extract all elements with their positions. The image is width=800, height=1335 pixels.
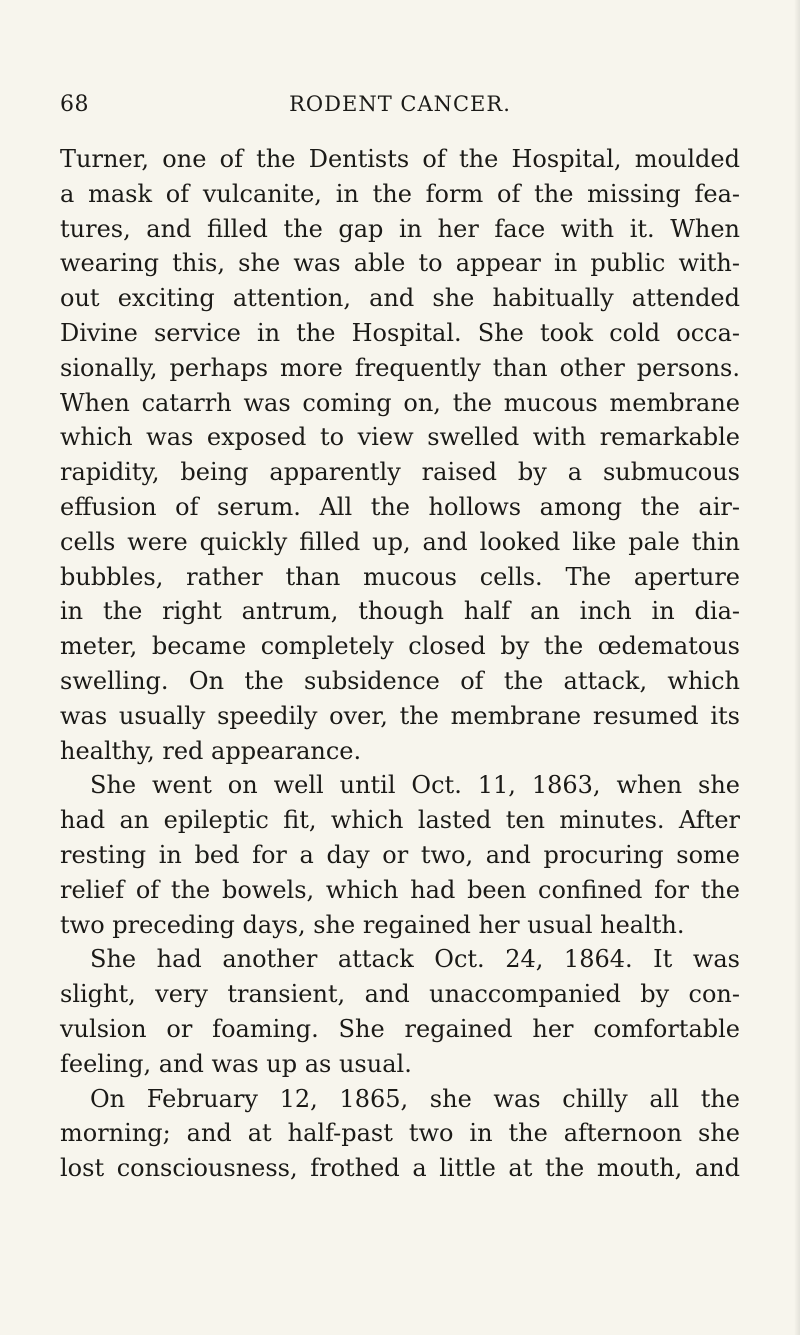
text-line: resting in bed for a day or two, and procuring some xyxy=(60,840,740,869)
text-line: Turner, one of the Dentists of the Hospital, moulded xyxy=(60,145,740,173)
text-line: two preceding days, she regained her usual health. xyxy=(60,910,685,939)
page-edge-shadow xyxy=(794,0,800,1335)
text-line: meter, became completely closed by the œdematous xyxy=(60,632,740,661)
text-line: morning; and at half-past two in the afternoon she xyxy=(60,1119,740,1148)
paragraph-first-line: On February 12, 1865, she was chilly all the xyxy=(90,1084,740,1113)
text-line: relief of the bowels, which had been confined for the xyxy=(60,875,740,904)
text-line: healthy, red appearance. xyxy=(60,736,362,765)
page-number: 68 xyxy=(60,92,89,117)
paragraph-first-line: She had another attack Oct. 24, 1864. It was xyxy=(90,945,740,974)
paragraph-first-line: She went on well until Oct. 11, 1863, when she xyxy=(90,771,740,800)
text-line: out exciting attention, and she habitually attended xyxy=(60,284,740,313)
text-line: slight, very transient, and unaccompanied by con- xyxy=(60,980,740,1009)
text-line: effusion of serum. All the hollows among the air- xyxy=(60,492,740,521)
text-line: tures, and filled the gap in her face with it. When xyxy=(60,214,740,243)
page-header xyxy=(60,92,740,122)
text-line: bubbles, rather than mucous cells. The aperture xyxy=(60,562,740,591)
text-line: Divine service in the Hospital. She took cold occa- xyxy=(60,318,740,347)
running-head: RODENT CANCER. xyxy=(289,92,511,116)
text-line: a mask of vulcanite, in the form of the missing fea- xyxy=(60,179,740,208)
text-line: wearing this, she was able to appear in public with- xyxy=(60,249,740,278)
text-line: When catarrh was coming on, the mucous membrane xyxy=(60,388,740,417)
text-line: feeling, and was up as usual. xyxy=(60,1049,412,1078)
text-line: vulsion or foaming. She regained her comfortable xyxy=(60,1014,740,1043)
body-text xyxy=(60,142,740,1186)
text-line: swelling. On the subsidence of the attack, which xyxy=(60,666,740,695)
text-line: rapidity, being apparently raised by a submucous xyxy=(60,458,740,487)
text-line: sionally, perhaps more frequently than other persons. xyxy=(60,353,740,382)
text-line: which was exposed to view swelled with remarkable xyxy=(60,423,740,452)
text-line: in the right antrum, though half an inch in dia- xyxy=(60,597,740,626)
text-line: was usually speedily over, the membrane resumed its xyxy=(60,701,740,730)
text-line: lost consciousness, frothed a little at the mouth, and xyxy=(60,1154,740,1183)
text-line: cells were quickly filled up, and looked like pale thin xyxy=(60,527,740,556)
text-line: had an epileptic fit, which lasted ten minutes. After xyxy=(60,806,740,835)
